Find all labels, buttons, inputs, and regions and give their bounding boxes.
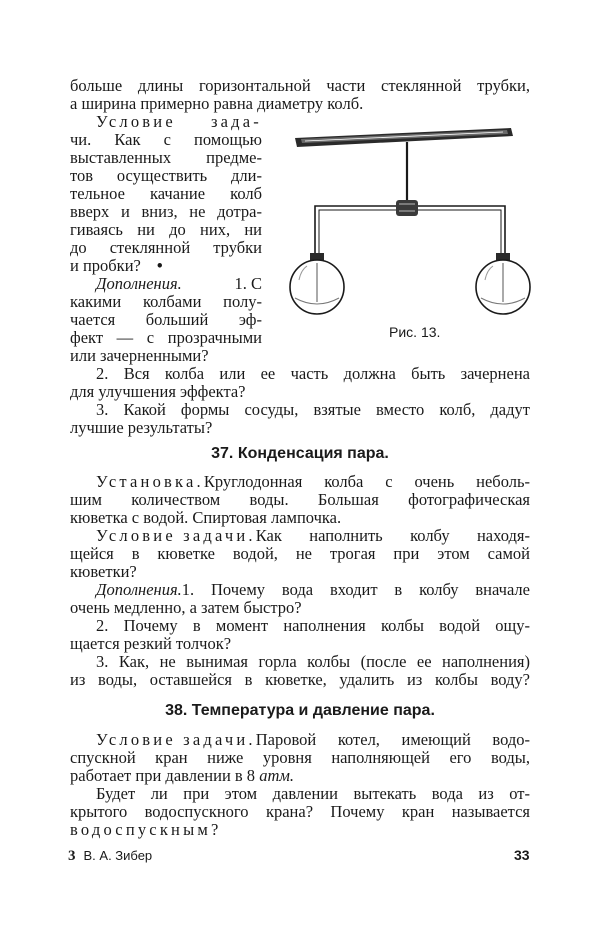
footer-signature <box>68 847 152 865</box>
section-37-condition-line-1: Условие задачи. Как наполнить колбу находя- <box>96 526 530 545</box>
intro-line-2: а ширина примерно равна диаметру колб. <box>70 94 364 113</box>
wooden-plank <box>295 128 513 147</box>
section-37-question-2-line-1: 2. Почему в момент наполнения колбы водой ощу- <box>96 616 530 635</box>
task36-condition-line-8: до стеклянной трубки <box>70 238 262 257</box>
section-37-setup-line-2: шим количеством воды. Большая фотографическая <box>70 490 530 509</box>
task36-additions-line-4: фект — с прозрачными <box>70 328 262 347</box>
task36-condition-line-2: чи. Как с помощью <box>70 130 262 149</box>
footer-author: В. А. Зибер <box>83 848 153 863</box>
signature-mark: 3 <box>68 848 76 864</box>
section-37-question-3-line-2: из воды, оставшейся в кюветке, удалить из колбы воду? <box>70 670 530 689</box>
page-number: 33 <box>514 847 530 863</box>
section-37-question-2-line-2: щается резкий толчок? <box>70 634 232 653</box>
task36-condition-line-1: Условие зада- <box>96 112 262 131</box>
glass-tube-inner <box>319 210 501 258</box>
task36-question-3-line-1: 3. Какой формы сосуды, взятые вместо колб, дадут <box>96 400 530 419</box>
task36-additions-line-2: какими колбами полу- <box>70 292 262 311</box>
figure-caption: Рис. 13. <box>389 324 441 340</box>
additions-label: Дополнения. <box>96 580 182 599</box>
task36-question-3-line-2: лучшие результаты? <box>70 418 213 437</box>
section-37-additions-line-1: Дополнения. 1. Почему вода входит в колбу вначале <box>96 580 530 599</box>
section-38-condition-line-3: работает при давлении в 8 атм. <box>70 766 295 785</box>
pressure-unit: атм. <box>259 766 295 785</box>
task36-additions-label: Дополнения. <box>96 274 182 293</box>
section-38-condition-line-1: Условие задачи. Паровой котел, имеющий водо- <box>96 730 530 749</box>
section-37-setup-line-1: Установка. Круглодонная колба с очень неболь- <box>96 472 530 491</box>
section-38-title: 38. Температура и давление пара. <box>165 702 435 719</box>
section-37-title: 37. Конденсация пара. <box>211 445 389 462</box>
setup-label: Установка. <box>96 472 204 491</box>
figure-flasks-on-tube <box>275 120 545 340</box>
task36-additions-line-1: Дополнения. 1. С <box>96 274 262 293</box>
section-37-setup-line-3: кюветка с водой. Спиртовая лампочка. <box>70 508 342 527</box>
right-flask <box>476 253 530 314</box>
task36-question-2-line-2: для улучшения эффекта? <box>70 382 246 401</box>
task36-condition-line-4: тов осуществить дли- <box>70 166 262 185</box>
section-38-question-line-3: водоспускным? <box>70 820 222 839</box>
section-37-condition-line-3: кюветки? <box>70 562 137 581</box>
section-37-question-3-line-1: 3. Как, не вынимая горла колбы (после ее наполнения) <box>96 652 530 671</box>
section-38-question-line-1: Будет ли при этом давлении вытекать вода из от- <box>96 784 530 803</box>
section-38-condition-line-2: спускной кран ниже уровня наполняющей его воды, <box>70 748 530 767</box>
left-flask <box>290 253 344 314</box>
section-37-condition-line-2: щейся в кюветке водой, не трогая при этом самой <box>70 544 530 563</box>
task36-condition-line-7: гиваясь ни до них, ни <box>70 220 262 239</box>
condition-label: Условие задачи. <box>96 730 256 749</box>
stopper <box>396 200 418 216</box>
task36-condition-line-9: и пробки? • <box>70 256 163 275</box>
section-38-question-line-2: крытого водоспускного крана? Почему кран называется <box>70 802 530 821</box>
task36-condition-line-6: вверх и вниз, не дотра- <box>70 202 262 221</box>
task36-condition-line-5: тельное качание колб <box>70 184 262 203</box>
intro-line-1: больше длины горизонтальной части стеклянной трубки, <box>70 76 530 95</box>
task36-question-2-line-1: 2. Вся колба или ее часть должна быть зачернена <box>96 364 530 383</box>
task36-additions-line-3: чается больший эф- <box>70 310 262 329</box>
task36-condition-line-3: выставленных предме- <box>70 148 262 167</box>
condition-label: Условие задачи. <box>96 526 256 545</box>
section-37-additions-line-2: очень медленно, а затем быстро? <box>70 598 302 617</box>
task36-additions-line-5: или зачерненными? <box>70 346 209 365</box>
